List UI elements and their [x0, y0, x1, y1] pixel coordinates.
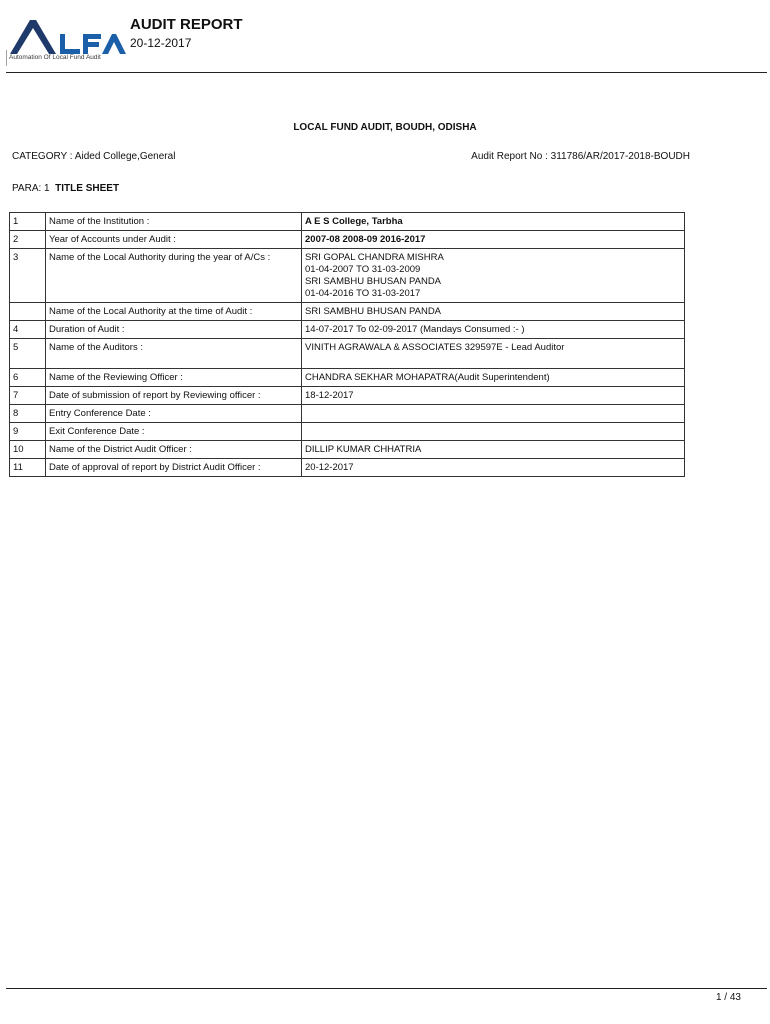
row-number: 10 [10, 441, 46, 459]
value-line: 01-04-2007 TO 31-03-2009 [305, 264, 421, 275]
footer-divider [6, 988, 767, 989]
table-row [10, 249, 685, 303]
row-number: 6 [10, 369, 46, 387]
table-row [10, 459, 685, 477]
row-value [302, 405, 685, 423]
row-label: Exit Conference Date : [46, 423, 302, 441]
row-number: 9 [10, 423, 46, 441]
row-number [10, 303, 46, 321]
report-title: AUDIT REPORT [130, 16, 243, 33]
row-label: Name of the District Audit Officer : [46, 441, 302, 459]
table-row [10, 405, 685, 423]
row-label: Entry Conference Date : [46, 405, 302, 423]
page-number: 1 / 43 [715, 992, 741, 1003]
para-heading [12, 183, 119, 194]
audit-report-number: Audit Report No : 311786/AR/2017-2018-BOUDH [471, 151, 690, 162]
row-value [302, 423, 685, 441]
row-label: Name of the Reviewing Officer : [46, 369, 302, 387]
row-number: 8 [10, 405, 46, 423]
row-value: CHANDRA SEKHAR MOHAPATRA(Audit Superintendent) [302, 369, 685, 387]
table-row [10, 231, 685, 249]
row-number: 3 [10, 249, 46, 303]
row-number: 7 [10, 387, 46, 405]
row-number: 1 [10, 213, 46, 231]
row-label: Name of the Auditors : [46, 339, 302, 369]
row-value: VINITH AGRAWALA & ASSOCIATES 329597E - Lead Auditor [302, 339, 685, 369]
row-number: 4 [10, 321, 46, 339]
category-text: CATEGORY : Aided College,General [12, 151, 176, 162]
value-line: SRI GOPAL CHANDRA MISHRA [305, 252, 444, 263]
table-row [10, 303, 685, 321]
organization-title: LOCAL FUND AUDIT, BOUDH, ODISHA [293, 122, 477, 133]
row-value: DILLIP KUMAR CHHATRIA [302, 441, 685, 459]
table-row [10, 369, 685, 387]
row-value: A E S College, Tarbha [302, 213, 685, 231]
row-value: 2007-08 2008-09 2016-2017 [302, 231, 685, 249]
row-label: Year of Accounts under Audit : [46, 231, 302, 249]
row-value [302, 249, 685, 303]
row-value: SRI SAMBHU BHUSAN PANDA [302, 303, 685, 321]
row-label: Name of the Local Authority at the time of Audit : [46, 303, 302, 321]
logo-caption: Automation Of Local Fund Audit [9, 54, 101, 61]
value-line: 01-04-2016 TO 31-03-2017 [305, 288, 421, 299]
table-row [10, 321, 685, 339]
row-label: Date of submission of report by Reviewing officer : [46, 387, 302, 405]
row-label: Name of the Local Authority during the year of A/Cs : [46, 249, 302, 303]
report-date: 20-12-2017 [130, 36, 192, 50]
row-label: Date of approval of report by District Audit Officer : [46, 459, 302, 477]
row-number: 11 [10, 459, 46, 477]
table-row [10, 213, 685, 231]
row-label: Duration of Audit : [46, 321, 302, 339]
row-number: 2 [10, 231, 46, 249]
row-label: Name of the Institution : [46, 213, 302, 231]
table-row [10, 441, 685, 459]
table-row [10, 423, 685, 441]
row-value: 20-12-2017 [302, 459, 685, 477]
table-row [10, 387, 685, 405]
para-title: TITLE SHEET [55, 183, 120, 194]
value-line: SRI SAMBHU BHUSAN PANDA [305, 276, 442, 287]
row-value: 14-07-2017 To 02-09-2017 (Mandays Consumed :- ) [302, 321, 685, 339]
row-value: 18-12-2017 [302, 387, 685, 405]
table-row [10, 339, 685, 369]
title-sheet-table [9, 212, 685, 477]
row-number: 5 [10, 339, 46, 369]
para-prefix: PARA: 1 [12, 183, 50, 194]
header-divider [6, 72, 767, 73]
